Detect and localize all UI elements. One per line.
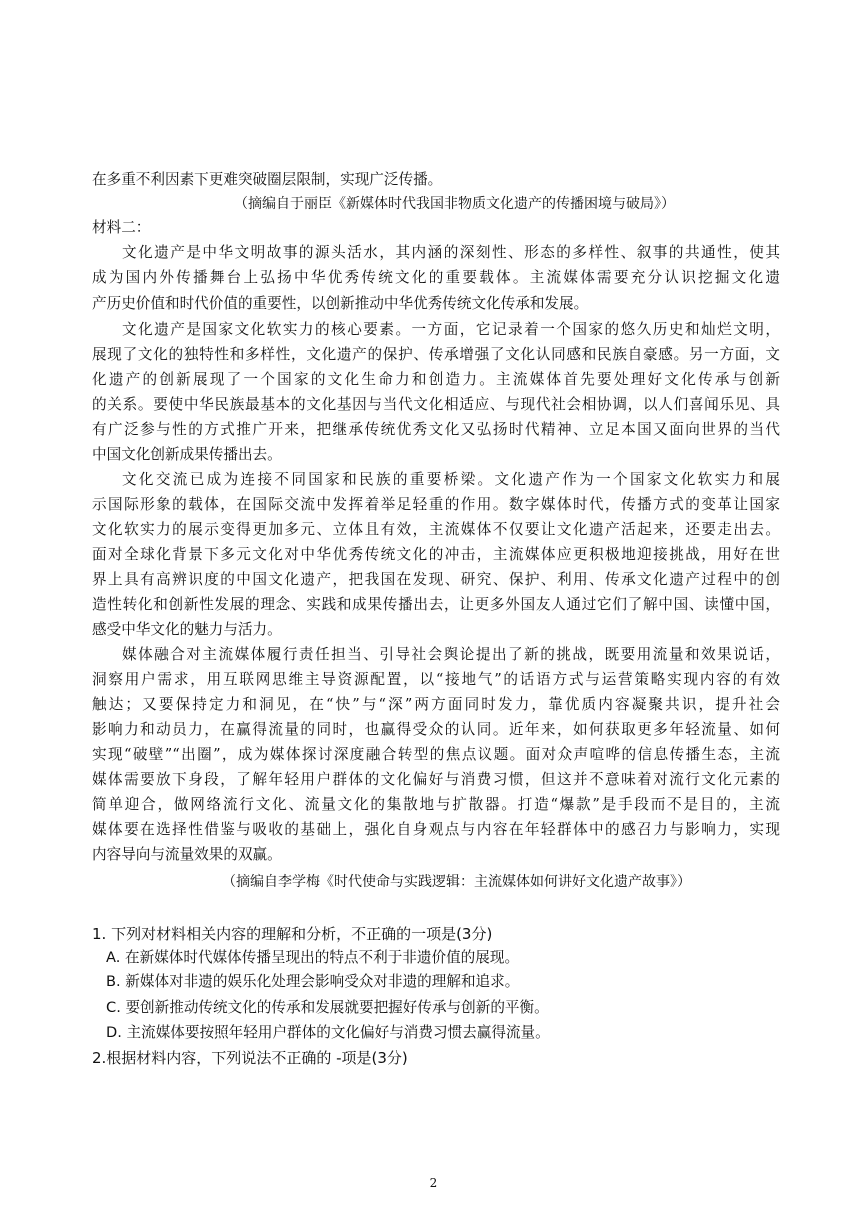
paragraph-2-line: 的关系。要使中华民族最基本的文化基因与当代文化相适应、与现代社会相协调，以人们喜闻乐见、具 [92, 396, 780, 413]
paragraph-3-line: 示国际形象的载体，在国际交流中发挥着举足轻重的作用。数字媒体时代，传播方式的变革让国家 [92, 496, 780, 513]
paragraph-2-line: 文化遗产是国家文化软实力的核心要素。一方面，它记录着一个国家的悠久历史和灿烂文明， [122, 321, 780, 338]
question-1-option-b: B. 新媒体对非遗的娱乐化处理会影响受众对非遗的理解和追求。 [106, 973, 520, 990]
source-citation-1: （摘编自于丽臣《新媒体时代我国非物质文化遗产的传播困境与破局》） [234, 196, 675, 212]
paragraph-3-line: 感受中华文化的魅力与活力。 [92, 621, 282, 638]
paragraph-4-line: 实现“破壁”“出圈”，成为媒体探讨深度融合转型的焦点议题。面对众声喧哗的信息传播生态，主流 [92, 746, 780, 763]
paragraph-4-line: 媒体需要放下身段，了解年轻用户群体的文化偏好与消费习惯，但这并不意味着对流行文化元素的 [92, 771, 780, 788]
material-two-label: 材料二： [92, 219, 151, 236]
source-citation-2: （摘编自李学梅《时代使命与实践逻辑：主流媒体如何讲好文化遗产故事》） [222, 874, 691, 890]
paragraph-3-line: 文化软实力的展示变得更加多元、立体且有效，主流媒体不仅要让文化遗产活起来，还要走出去。 [92, 521, 780, 538]
paragraph-1-line: 成为国内外传播舞台上弘扬中华优秀传统文化的重要载体。主流媒体需要充分认识挖掘文化遗 [92, 269, 780, 286]
paragraph-4-line: 洞察用户需求，用互联网思维主导资源配置，以“接地气”的话语方式与运营策略实现内容的有效 [92, 671, 780, 688]
question-1-option-c: C. 要创新推动传统文化的传承和发展就要把握好传承与创新的平衡。 [106, 999, 549, 1016]
paragraph-2-line: 展现了文化的独特性和多样性，文化遗产的保护、传承增强了文化认同感和民族自豪感。另一方面，文 [92, 346, 780, 363]
paragraph-4-line: 媒体要在选择性借鉴与吸收的基础上，强化自身观点与内容在年轻群体中的感召力与影响力，实现 [92, 821, 780, 838]
paragraph-2-line: 化遗产的创新展现了一个国家的文化生命力和创造力。主流媒体首先要处理好文化传承与创新 [92, 371, 780, 388]
paragraph-4-line: 内容导向与流量效果的双赢。 [92, 846, 282, 863]
paragraph-1-line: 产历史价值和时代价值的重要性，以创新推动中华优秀传统文化传承和发展。 [92, 295, 589, 312]
paragraph-3-line: 造性转化和创新性发展的理念、实践和成果传播出去，让更多外国友人通过它们了解中国、读懂中国， [92, 596, 780, 613]
paragraph-4-line: 影响力和动员力，在赢得流量的同时，也赢得受众的认同。近年来，如何获取更多年轻流量、如何 [92, 721, 780, 738]
question-1-option-d: D. 主流媒体要按照年轻用户群体的文化偏好与消费习惯去赢得流量。 [106, 1024, 550, 1041]
question-2-title: 2.根据材料内容，下列说法不正确的 -项是(3分) [92, 1049, 408, 1067]
question-1-option-a: A. 在新媒体时代媒体传播呈现出的特点不利于非遗价值的展现。 [106, 949, 520, 966]
continued-text-line: 在多重不利因素下更难突破圈层限制，实现广泛传播。 [92, 171, 443, 188]
paragraph-3-line: 界上具有高辨识度的中国文化遗产，把我国在发现、研究、保护、利用、传承文化遗产过程中的创 [92, 571, 780, 588]
paragraph-3-line: 文化交流已成为连接不同国家和民族的重要桥梁。文化遗产作为一个国家文化软实力和展 [122, 471, 780, 488]
paragraph-4-line: 触达；又要保持定力和洞见，在“快”与“深”两方面同时发力，靠优质内容凝聚共识，提升社会 [92, 696, 780, 713]
question-1-title: 1. 下列对材料相关内容的理解和分析，不正确的一项是(3分) [92, 925, 493, 943]
paragraph-2-line: 中国文化创新成果传播出去。 [92, 446, 282, 463]
paragraph-4-line: 媒体融合对主流媒体履行责任担当、引导社会舆论提出了新的挑战，既要用流量和效果说话， [122, 646, 780, 663]
paragraph-4-line: 简单迎合，做网络流行文化、流量文化的集散地与扩散器。打造“爆款”是手段而不是目的，主流 [92, 796, 780, 813]
paragraph-3-line: 面对全球化背景下多元文化对中华优秀传统文化的冲击，主流媒体应更积极地迎接挑战，用好在世 [92, 546, 780, 563]
paragraph-1-line: 文化遗产是中华文明故事的源头活水，其内涵的深刻性、形态的多样性、叙事的共通性，使其 [122, 244, 780, 261]
paragraph-2-line: 有广泛参与性的方式推广开来，把继承传统优秀文化又弘扬时代精神、立足本国又面向世界的当代 [92, 421, 780, 438]
page-number: 2 [429, 1176, 438, 1190]
